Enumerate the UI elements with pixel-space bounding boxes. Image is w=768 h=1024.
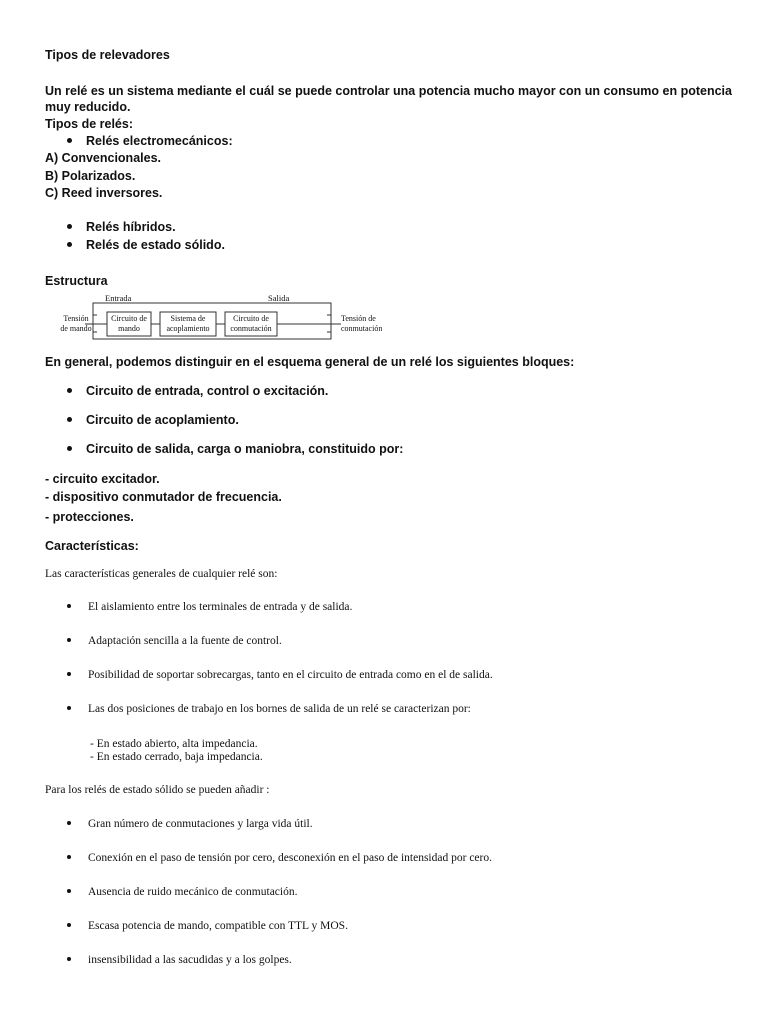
types-heading: Tipos de relés: [45, 117, 133, 131]
list-item-electromech [67, 134, 233, 148]
list-item [67, 920, 348, 932]
bullet-icon [67, 388, 72, 393]
bullet-icon [67, 821, 71, 825]
bullet-icon [67, 638, 71, 642]
list-item-label: El aislamiento entre los terminales de entrada y de salida. [88, 601, 353, 613]
list-item [67, 852, 492, 864]
diagram-input-label: Entrada [105, 293, 132, 303]
list-item [67, 635, 282, 647]
list-item-label: Las dos posiciones de trabajo en los bornes de salida de un relé se caracterizan por: [88, 703, 471, 715]
list-item-label: Adaptación sencilla a la fuente de control. [88, 635, 282, 647]
diagram-text: Tensión [63, 314, 89, 323]
diagram-block-control [107, 314, 151, 334]
list-item-label: Relés híbridos. [86, 220, 176, 234]
diagram-block-switching [225, 314, 277, 334]
bullet-icon [67, 855, 71, 859]
bullet-icon [67, 923, 71, 927]
list-item-label: Escasa potencia de mando, compatible con TTL y MOS. [88, 920, 348, 932]
bullet-icon [67, 957, 71, 961]
list-item-label: Relés electromecánicos: [86, 134, 233, 148]
features-intro: Las características generales de cualquier relé son: [45, 568, 278, 580]
list-item [67, 954, 292, 966]
bullet-icon [67, 138, 72, 143]
list-item: B) Polarizados. [45, 169, 136, 183]
list-item: C) Reed inversores. [45, 186, 163, 200]
bullet-icon [67, 446, 72, 451]
list-item [67, 601, 352, 613]
diagram-left-label [55, 314, 97, 334]
diagram-text: acoplamiento [166, 324, 210, 333]
list-item-label: Relés de estado sólido. [86, 238, 225, 252]
intro-paragraph: Un relé es un sistema mediante el cuál se puede controlar una potencia mucho mayor con un consumo en potencia muy reducido. [45, 84, 732, 114]
list-item-label: Gran número de conmutaciones y larga vida útil. [88, 818, 313, 830]
diagram-right-label [341, 314, 391, 334]
list-item: - En estado cerrado, baja impedancia. [90, 751, 263, 763]
list-item: - circuito excitador. [45, 472, 160, 486]
list-item-label: Circuito de acoplamiento. [86, 413, 239, 427]
diagram-block-coupling [160, 314, 216, 334]
list-item: - dispositivo conmutador de frecuencia. [45, 490, 282, 504]
list-item-label: Circuito de salida, carga o maniobra, constituido por: [86, 442, 404, 456]
list-item-label: Posibilidad de soportar sobrecargas, tanto en el circuito de entrada como en el de salida. [88, 669, 493, 681]
list-item [67, 238, 225, 252]
diagram-text: Sistema de [170, 314, 206, 323]
blocks-intro: En general, podemos distinguir en el esquema general de un relé los siguientes bloques: [45, 355, 575, 369]
diagram-text: conmutación [341, 324, 383, 333]
list-item [67, 818, 313, 830]
list-item [67, 384, 328, 398]
section-heading-features: Características: [45, 539, 139, 553]
list-item: A) Convencionales. [45, 151, 161, 165]
list-item-label: Ausencia de ruido mecánico de conmutación. [88, 886, 298, 898]
solid-state-intro: Para los relés de estado sólido se pueden añadir : [45, 784, 270, 796]
diagram-text: de mando [60, 324, 92, 333]
bullet-icon [67, 889, 71, 893]
list-item: - protecciones. [45, 510, 134, 524]
bullet-icon [67, 242, 72, 247]
bullet-icon [67, 224, 72, 229]
list-item-label: Circuito de entrada, control o excitación. [86, 384, 329, 398]
section-heading-structure: Estructura [45, 274, 108, 288]
list-item [67, 886, 297, 898]
bullet-icon [67, 604, 71, 608]
bullet-icon [67, 706, 71, 710]
list-item [67, 442, 403, 456]
diagram-text: conmutación [230, 324, 272, 333]
bullet-icon [67, 417, 72, 422]
relay-block-diagram [57, 293, 387, 345]
list-item: - En estado abierto, alta impedancia. [90, 738, 258, 750]
list-item-label: insensibilidad a las sacudidas y a los golpes. [88, 954, 292, 966]
page-title: Tipos de relevadores [45, 48, 170, 62]
list-item [67, 413, 239, 427]
list-item [67, 703, 471, 715]
diagram-text: Circuito de [111, 314, 147, 323]
diagram-text: Circuito de [233, 314, 269, 323]
bullet-icon [67, 672, 71, 676]
diagram-text: mando [118, 324, 140, 333]
list-item [67, 669, 493, 681]
diagram-text: Tensión de [341, 314, 376, 323]
list-item-label: Conexión en el paso de tensión por cero, desconexión en el paso de intensidad por cero. [88, 852, 492, 864]
diagram-output-label: Salida [268, 293, 290, 303]
list-item [67, 220, 176, 234]
